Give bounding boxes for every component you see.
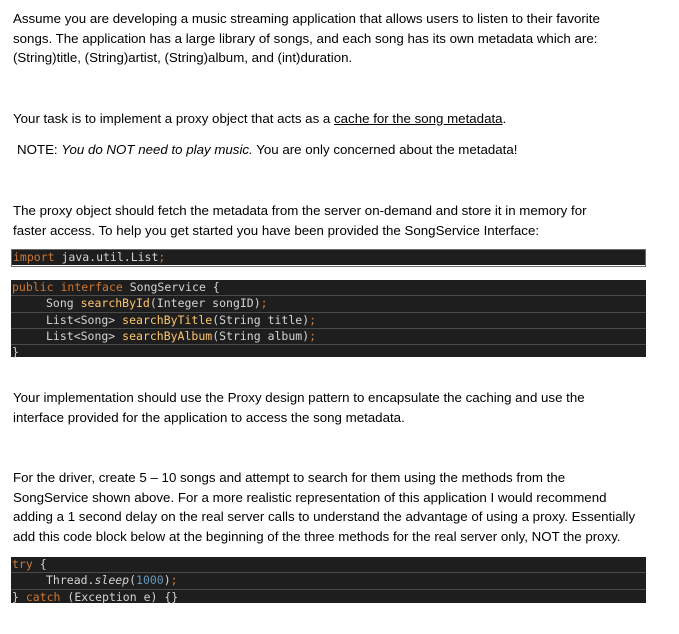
code-line [11, 557, 646, 573]
task-paragraph [13, 109, 663, 129]
code-line [11, 296, 646, 312]
note-italic: You do NOT need to play music. [61, 142, 253, 157]
intro-paragraph [13, 9, 663, 68]
keyword-try: try [12, 557, 33, 571]
paren-close: ) [163, 573, 171, 588]
open-brace: { [32, 557, 47, 571]
code-line [11, 345, 646, 360]
code-line [11, 573, 646, 589]
method-args: (String title) [212, 312, 310, 327]
note-label: NOTE: [17, 142, 62, 157]
paren-open: ( [129, 573, 137, 588]
driver-line: SongService shown above. For a more realistic representation of this application I would recommend [13, 489, 607, 505]
import-path: java.util.List [54, 250, 159, 264]
closing-brace: } [12, 345, 19, 360]
semicolon: ; [309, 328, 317, 343]
proxy-paragraph [13, 388, 663, 427]
semicolon: ; [260, 296, 268, 311]
driver-line: For the driver, create 5 – 10 songs and attempt to search for them using the methods from the [13, 470, 566, 485]
task-suffix: . [502, 111, 507, 126]
method-name: searchById [80, 296, 150, 311]
keyword-catch: catch [25, 589, 61, 604]
code-line [11, 280, 646, 296]
fetch-line: The proxy object should fetch the metadata from the server on-demand and store it in memory for [13, 203, 587, 218]
method-return-type: Song [46, 296, 81, 311]
semicolon: ; [309, 312, 317, 327]
code-line [11, 329, 646, 345]
cache-link[interactable]: cache for the song metadata [334, 111, 503, 126]
closing-brace: } [12, 589, 26, 604]
note-paragraph [17, 140, 667, 160]
method-args: (String album) [212, 328, 310, 343]
keyword-public: public [12, 280, 54, 294]
code-line [11, 313, 646, 329]
task-text: Your task is to implement a proxy object that acts as a [13, 111, 335, 126]
code-block-try-catch [11, 557, 646, 603]
intro-line: (String)title, (String)artist, (String)album, and (int)duration. [13, 50, 353, 65]
keyword-interface: interface [60, 280, 123, 294]
driver-line: adding a 1 second delay on the real server calls to understand the advantage of using a proxy. Essentially [13, 509, 636, 524]
sleep-duration: 1000 [136, 573, 164, 588]
semicolon: ; [170, 573, 178, 588]
proxy-line: Your implementation should use the Proxy design pattern to encapsulate the caching and use the [13, 390, 585, 405]
driver-paragraph [13, 468, 663, 546]
note-rest: You are only concerned about the metadata! [252, 142, 518, 157]
method-name: searchByAlbum [122, 328, 213, 343]
fetch-line: faster access. To help you get started you have been provided the SongService Interface: [13, 222, 540, 238]
intro-line: Assume you are developing a music streaming application that allows users to listen to their favorite [13, 11, 600, 26]
thread-class: Thread. [46, 573, 95, 588]
method-name: searchByTitle [122, 312, 213, 327]
method-return-type: List<Song> [46, 328, 123, 343]
sleep-method: sleep [94, 573, 130, 588]
code-line [11, 249, 646, 267]
driver-line: add this code block below at the beginning of the three methods for the real server only, NOT the proxy. [13, 528, 621, 544]
intro-line: songs. The application has a large library of songs, and each song has its own metadata which are: [13, 30, 598, 46]
code-block-import [11, 249, 646, 265]
method-return-type: List<Song> [46, 312, 123, 327]
code-block-interface [11, 280, 646, 360]
fetch-paragraph [13, 201, 663, 240]
keyword-import: import [13, 250, 55, 264]
interface-name: SongService { [122, 280, 220, 294]
catch-clause: (Exception e) {} [60, 589, 179, 604]
semicolon: ; [158, 250, 166, 264]
code-line [11, 590, 646, 605]
proxy-line: interface provided for the application to access the song metadata. [13, 409, 405, 425]
method-args: (Integer songID) [149, 296, 261, 311]
